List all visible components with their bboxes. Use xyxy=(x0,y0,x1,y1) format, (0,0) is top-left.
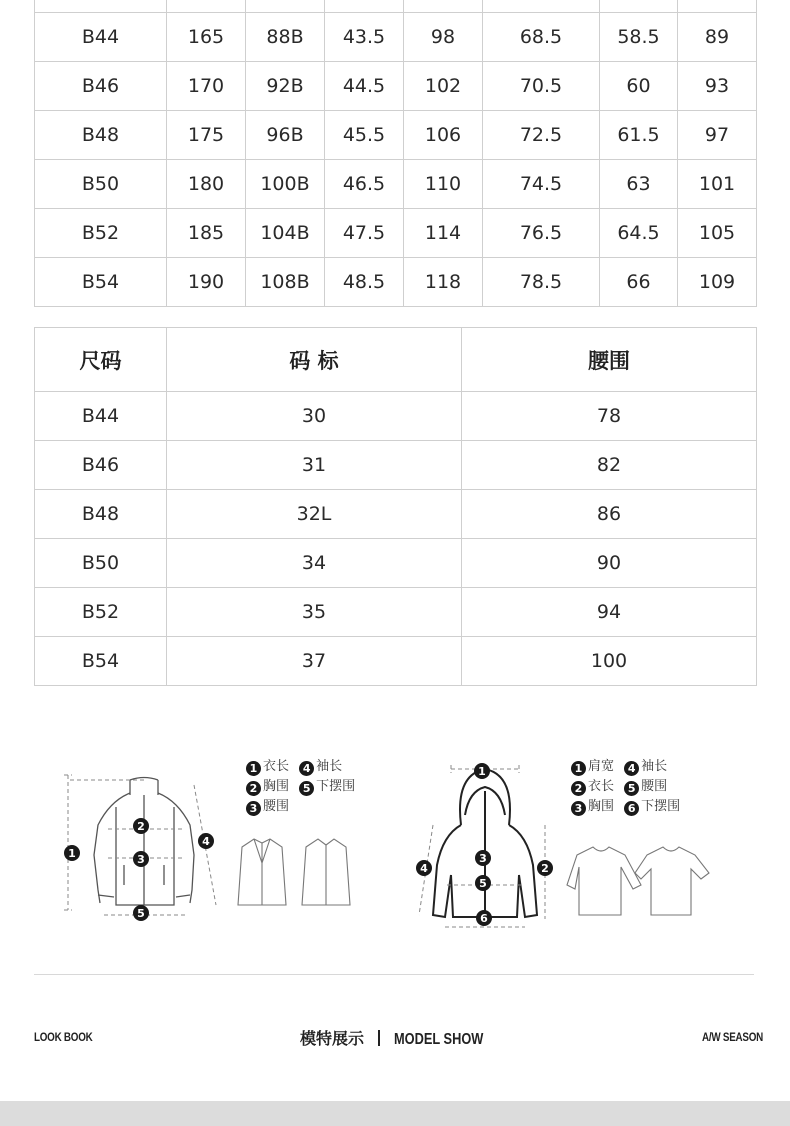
table-cell: 109 xyxy=(678,258,757,307)
table-row xyxy=(35,13,757,62)
table-cell: 92B xyxy=(246,62,325,111)
table-row xyxy=(35,441,757,490)
header-size: 尺码 xyxy=(35,328,167,392)
hoodie-measurement-diagram xyxy=(405,755,735,934)
table-cell: B50 xyxy=(35,160,167,209)
table-cell: 89 xyxy=(678,13,757,62)
marker-4: 4 xyxy=(202,835,210,848)
table-cell: 86 xyxy=(462,490,757,539)
marker-5: 5 xyxy=(137,907,145,920)
legend-label: 肩宽 xyxy=(588,759,615,774)
table-cell: 185 xyxy=(167,209,246,258)
legend-number: 3 xyxy=(571,801,586,816)
marker-3: 3 xyxy=(137,853,145,866)
table-cell: 70.5 xyxy=(483,62,600,111)
table-row xyxy=(35,209,757,258)
legend-number: 3 xyxy=(246,801,261,816)
measurement-table xyxy=(34,0,757,307)
table-cell: 93 xyxy=(678,62,757,111)
table-cell: B46 xyxy=(35,62,167,111)
table-cell: 106 xyxy=(404,111,483,160)
table-cell: B52 xyxy=(35,588,167,637)
table-cell: 48.5 xyxy=(325,258,404,307)
table-cell: 45.5 xyxy=(325,111,404,160)
marker-2: 2 xyxy=(541,862,549,875)
table-cell: 104B xyxy=(246,209,325,258)
legend-number: 5 xyxy=(299,781,314,796)
table-cell xyxy=(483,0,600,13)
legend-number: 2 xyxy=(571,781,586,796)
table-row xyxy=(35,160,757,209)
table-cell: 190 xyxy=(167,258,246,307)
marker-5: 5 xyxy=(479,877,487,890)
table-cell: 105 xyxy=(678,209,757,258)
footer-title-en: MODEL SHOW xyxy=(394,1031,484,1048)
table-cell: 90 xyxy=(462,539,757,588)
footer-season: A/W SEASON xyxy=(702,1030,763,1044)
table-cell: 64.5 xyxy=(600,209,678,258)
table-cell: 47.5 xyxy=(325,209,404,258)
table-cell: B44 xyxy=(35,13,167,62)
table-cell: 114 xyxy=(404,209,483,258)
table-cell: 101 xyxy=(678,160,757,209)
measurement-table-body xyxy=(35,0,757,307)
table-cell: 165 xyxy=(167,13,246,62)
table-cell: 78.5 xyxy=(483,258,600,307)
jacket-legend xyxy=(246,757,361,817)
legend-number: 6 xyxy=(624,801,639,816)
legend-label: 腰围 xyxy=(641,779,668,794)
table-row xyxy=(35,588,757,637)
marker-2: 2 xyxy=(137,820,145,833)
table-cell: 37 xyxy=(167,637,462,686)
table-cell: B48 xyxy=(35,111,167,160)
table-cell: 88B xyxy=(246,13,325,62)
marker-1: 1 xyxy=(478,765,486,778)
table-cell xyxy=(678,0,757,13)
header-tag: 码 标 xyxy=(167,328,462,392)
table-cell: 110 xyxy=(404,160,483,209)
table-row xyxy=(35,539,757,588)
legend-label: 衣长 xyxy=(588,779,615,794)
legend-number: 1 xyxy=(246,761,261,776)
table-row xyxy=(35,392,757,441)
legend-number: 4 xyxy=(299,761,314,776)
table-cell: 100 xyxy=(462,637,757,686)
table-cell xyxy=(325,0,404,13)
table-cell: 108B xyxy=(246,258,325,307)
table-cell: 31 xyxy=(167,441,462,490)
table-cell: 98 xyxy=(404,13,483,62)
table-cell: 34 xyxy=(167,539,462,588)
table-cell: 35 xyxy=(167,588,462,637)
marker-4: 4 xyxy=(420,862,428,875)
legend-number: 4 xyxy=(624,761,639,776)
table-cell: 78 xyxy=(462,392,757,441)
table-cell: 170 xyxy=(167,62,246,111)
header-waist: 腰围 xyxy=(462,328,757,392)
table-cell xyxy=(167,0,246,13)
table-cell: 68.5 xyxy=(483,13,600,62)
table-row xyxy=(35,111,757,160)
marker-1: 1 xyxy=(68,847,76,860)
table-cell: B52 xyxy=(35,209,167,258)
hoodie-legend xyxy=(571,757,686,817)
table-cell: 43.5 xyxy=(325,13,404,62)
legend-label: 下摆围 xyxy=(316,779,356,794)
table-cell xyxy=(246,0,325,13)
table-cell xyxy=(35,0,167,13)
legend-label: 胸围 xyxy=(263,779,290,794)
waist-size-table-body xyxy=(35,392,757,686)
legend-number: 1 xyxy=(571,761,586,776)
table-row xyxy=(35,490,757,539)
bottom-bar xyxy=(0,1101,790,1126)
legend-number: 2 xyxy=(246,781,261,796)
footer-look-book: LOOK BOOK xyxy=(34,1030,93,1044)
jacket-measurement-diagram xyxy=(58,755,378,934)
table-cell: 74.5 xyxy=(483,160,600,209)
table-cell: 32L xyxy=(167,490,462,539)
table-cell: B54 xyxy=(35,637,167,686)
table-cell xyxy=(600,0,678,13)
marker-6: 6 xyxy=(480,912,488,925)
table-cell: 46.5 xyxy=(325,160,404,209)
footer-title xyxy=(300,1026,500,1049)
table-row xyxy=(35,637,757,686)
table-cell: 30 xyxy=(167,392,462,441)
legend-label: 袖长 xyxy=(641,759,668,774)
legend-label: 胸围 xyxy=(588,799,615,814)
table-cell: 180 xyxy=(167,160,246,209)
table-cell: 76.5 xyxy=(483,209,600,258)
legend-label: 袖长 xyxy=(316,759,343,774)
table-row xyxy=(35,62,757,111)
table-cell: 118 xyxy=(404,258,483,307)
table-cell: 63 xyxy=(600,160,678,209)
legend-label: 衣长 xyxy=(263,759,290,774)
legend-label: 下摆围 xyxy=(641,799,681,814)
table-cell: B54 xyxy=(35,258,167,307)
marker-3: 3 xyxy=(479,852,487,865)
footer-separator xyxy=(378,1030,380,1046)
table-cell: B46 xyxy=(35,441,167,490)
table-cell: 100B xyxy=(246,160,325,209)
table-cell: 94 xyxy=(462,588,757,637)
table-row xyxy=(35,258,757,307)
table-cell: 96B xyxy=(246,111,325,160)
waist-size-table xyxy=(34,327,757,686)
table-cell: B48 xyxy=(35,490,167,539)
table-cell: 82 xyxy=(462,441,757,490)
table-cell: 72.5 xyxy=(483,111,600,160)
table-cell: 61.5 xyxy=(600,111,678,160)
table-cell: 58.5 xyxy=(600,13,678,62)
table-cell: 66 xyxy=(600,258,678,307)
legend-label: 腰围 xyxy=(263,799,290,814)
footer-title-cn: 模特展示 xyxy=(300,1029,365,1048)
table-row-partial xyxy=(35,0,757,13)
table-header-row xyxy=(35,328,757,392)
table-cell: 97 xyxy=(678,111,757,160)
table-cell xyxy=(404,0,483,13)
table-cell: 60 xyxy=(600,62,678,111)
table-cell: 44.5 xyxy=(325,62,404,111)
table-cell: 175 xyxy=(167,111,246,160)
table-cell: 102 xyxy=(404,62,483,111)
table-cell: B44 xyxy=(35,392,167,441)
legend-number: 5 xyxy=(624,781,639,796)
table-cell: B50 xyxy=(35,539,167,588)
section-divider xyxy=(34,974,754,975)
